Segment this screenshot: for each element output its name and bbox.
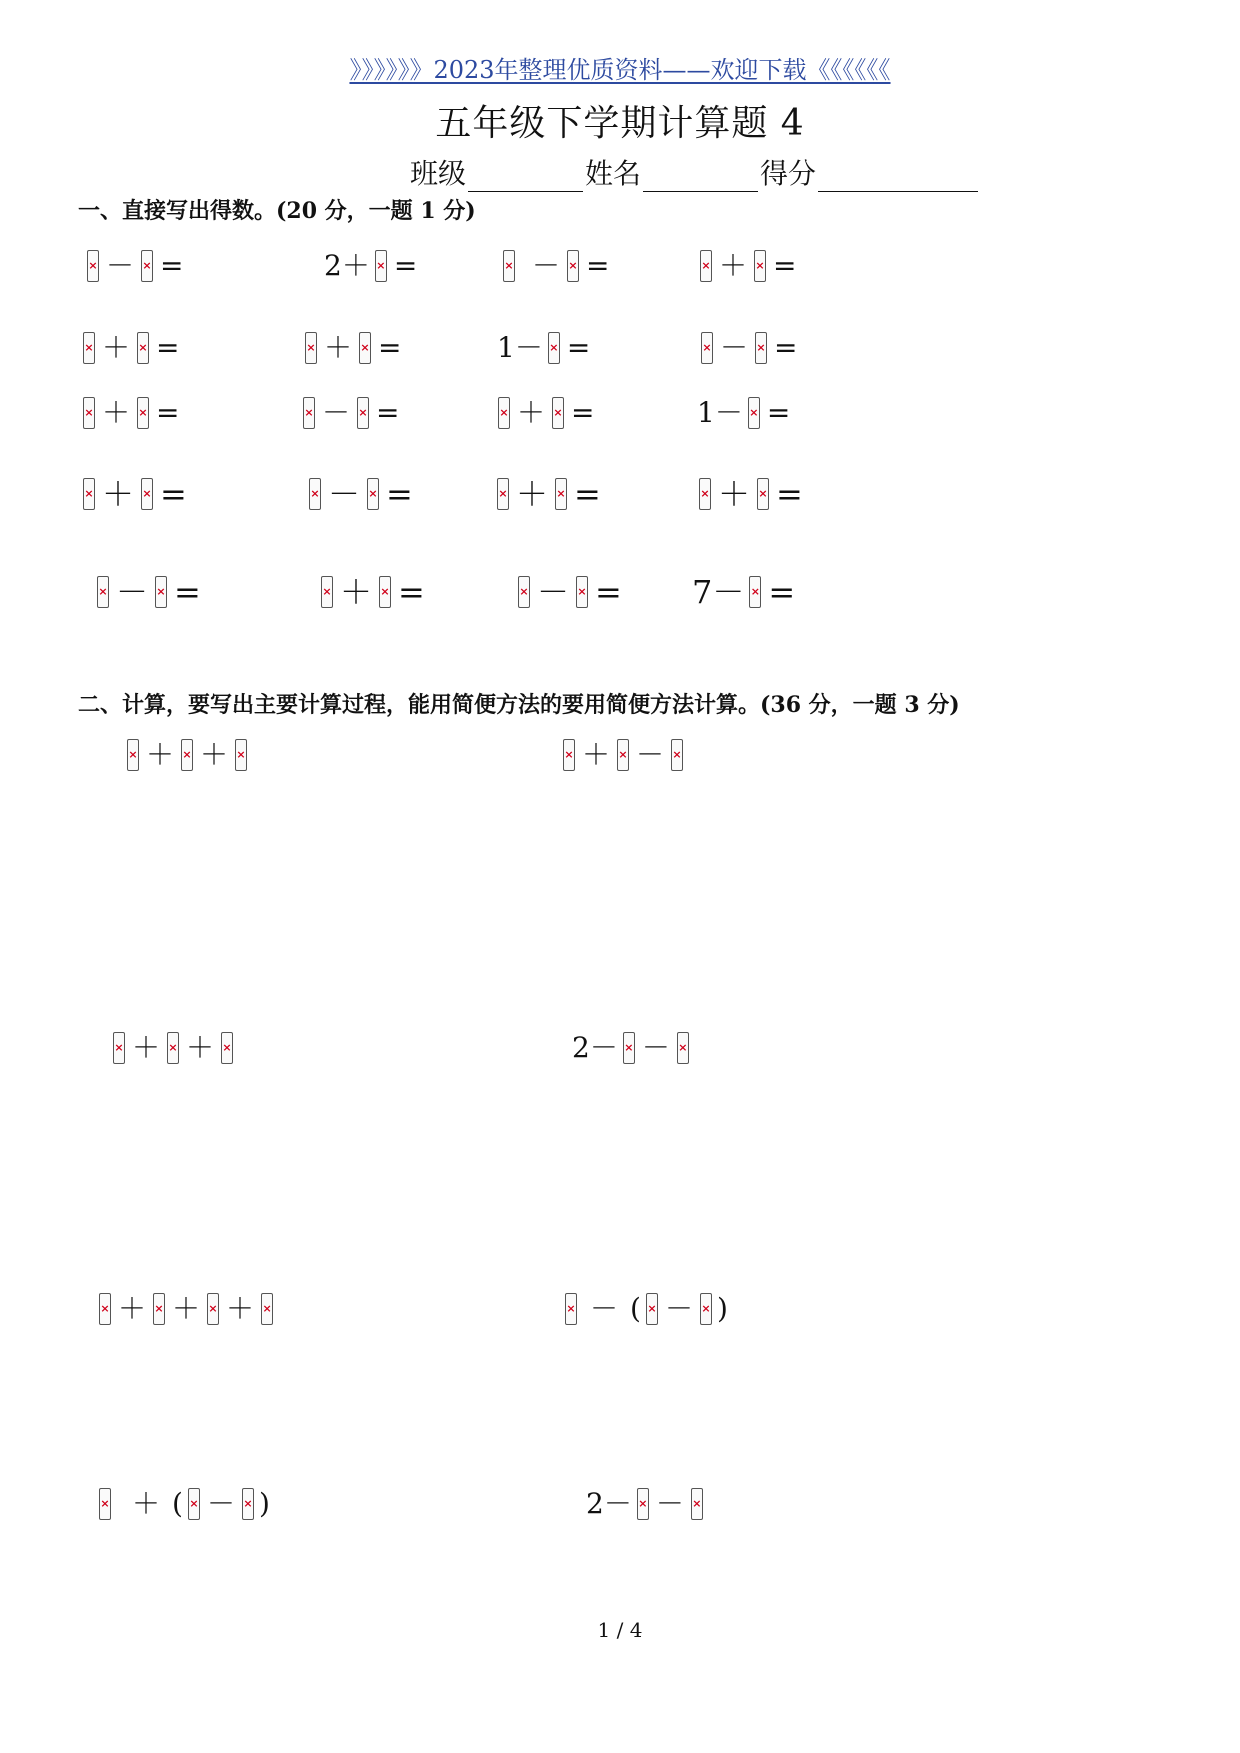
fraction-image-placeholder: [235, 739, 247, 771]
operator: ＋: [146, 738, 175, 771]
fraction-image-placeholder: [671, 739, 683, 771]
fraction-image-placeholder: [691, 1488, 703, 1520]
calc-problem-6: [562, 1293, 730, 1325]
fraction-image-placeholder: [375, 250, 387, 282]
operator: －: [532, 249, 561, 282]
oral-problem-1: [84, 250, 187, 282]
close-paren: ): [258, 1487, 270, 1520]
fraction-image-placeholder: [83, 397, 95, 429]
close-paren: ): [716, 1292, 728, 1325]
oral-problem-13: [80, 475, 191, 513]
oral-problem-2: [322, 250, 421, 282]
fraction-image-placeholder: [303, 397, 315, 429]
fraction-image-placeholder: [127, 739, 139, 771]
score-label: 得分: [760, 157, 817, 190]
fraction-image-placeholder: [153, 1293, 165, 1325]
open-paren: (: [630, 1292, 641, 1325]
operator: ＋: [186, 1031, 215, 1064]
oral-problem-14: [306, 475, 417, 513]
fraction-image-placeholder: [155, 576, 167, 608]
operator: ＋: [516, 475, 549, 513]
fraction-image-placeholder: [757, 478, 769, 510]
operator: ＋: [340, 573, 373, 611]
fraction-image-placeholder: [555, 478, 567, 510]
fraction-image-placeholder: [701, 332, 713, 364]
calc-problem-8: [584, 1488, 706, 1520]
equals-sign: =: [398, 573, 425, 611]
fraction-image-placeholder: [83, 332, 95, 364]
fraction-image-placeholder: [141, 250, 153, 282]
number-prefix: 2－: [572, 1031, 618, 1064]
oral-problem-18: [318, 573, 429, 611]
number-prefix: 2＋: [324, 249, 370, 282]
oral-problem-6: [302, 332, 405, 364]
fraction-image-placeholder: [167, 1032, 179, 1064]
class-blank[interactable]: [468, 163, 583, 192]
oral-problem-17: [94, 573, 205, 611]
operator: ＋: [324, 331, 353, 364]
operator: －: [641, 1031, 670, 1064]
download-banner[interactable]: 》》》》》》2023年整理优质资料——欢迎下载《《《《《《: [349, 56, 891, 84]
fraction-image-placeholder: [677, 1032, 689, 1064]
page-number: 1 / 4: [597, 1618, 643, 1642]
operator: ＋: [118, 1292, 147, 1325]
score-blank[interactable]: [818, 163, 978, 192]
operator: ＋: [582, 738, 611, 771]
fraction-image-placeholder: [699, 478, 711, 510]
fraction-image-placeholder: [188, 1488, 200, 1520]
operator: －: [106, 249, 135, 282]
number-prefix: 7－: [692, 573, 745, 611]
class-label: 班级: [410, 157, 467, 190]
section-2-heading: 二、计算，要写出主要计算过程，能用简便方法的要用简便方法计算。(36 分，一题 3 分): [78, 692, 960, 718]
calc-problem-3: [110, 1032, 236, 1064]
fraction-image-placeholder: [563, 739, 575, 771]
equals-sign: =: [160, 475, 187, 513]
calc-problem-4: [570, 1032, 692, 1064]
oral-problem-11: [495, 397, 598, 429]
fraction-image-placeholder: [754, 250, 766, 282]
oral-problem-3: [500, 250, 613, 282]
fraction-image-placeholder: [637, 1488, 649, 1520]
fraction-image-placeholder: [97, 576, 109, 608]
operator: －: [206, 1487, 235, 1520]
fraction-image-placeholder: [261, 1293, 273, 1325]
number-prefix: 2－: [586, 1487, 632, 1520]
oral-problem-8: [698, 332, 801, 364]
equals-sign: =: [574, 475, 601, 513]
fraction-image-placeholder: [242, 1488, 254, 1520]
fraction-image-placeholder: [99, 1488, 111, 1520]
fraction-image-placeholder: [367, 478, 379, 510]
oral-problem-12: [695, 397, 794, 429]
fraction-image-placeholder: [498, 397, 510, 429]
equals-sign: =: [768, 573, 796, 611]
calc-problem-1: [124, 739, 250, 771]
fraction-image-placeholder: [137, 397, 149, 429]
operator: ＋: [226, 1292, 255, 1325]
fraction-image-placeholder: [113, 1032, 125, 1064]
fraction-image-placeholder: [567, 250, 579, 282]
fraction-image-placeholder: [623, 1032, 635, 1064]
operator: －: [655, 1487, 684, 1520]
fraction-image-placeholder: [565, 1293, 577, 1325]
operator: －: [664, 1292, 693, 1325]
equals-sign: =: [386, 475, 413, 513]
fraction-image-placeholder: [552, 397, 564, 429]
fraction-image-placeholder: [646, 1293, 658, 1325]
operator: －: [720, 331, 749, 364]
fraction-image-placeholder: [518, 576, 530, 608]
open-paren: (: [172, 1487, 183, 1520]
fraction-image-placeholder: [503, 250, 515, 282]
number-prefix: 1－: [697, 396, 743, 429]
equals-sign: =: [586, 249, 610, 282]
fraction-image-placeholder: [755, 332, 767, 364]
calc-problem-5: [96, 1293, 276, 1325]
operator: －: [537, 573, 570, 611]
calc-problem-2: [560, 739, 686, 771]
oral-problem-4: [697, 250, 800, 282]
fraction-image-placeholder: [99, 1293, 111, 1325]
name-label: 姓名: [585, 157, 642, 190]
fraction-image-placeholder: [748, 397, 760, 429]
fraction-image-placeholder: [207, 1293, 219, 1325]
equals-sign: =: [776, 475, 803, 513]
fraction-image-placeholder: [357, 397, 369, 429]
oral-problem-16: [696, 475, 807, 513]
student-info-line: [410, 152, 980, 192]
oral-problem-15: [494, 475, 605, 513]
equals-sign: =: [766, 396, 791, 429]
equals-sign: =: [595, 573, 622, 611]
operator: ＋: [132, 1487, 161, 1520]
equals-sign: =: [378, 331, 402, 364]
calc-problem-7: [96, 1488, 272, 1520]
fraction-image-placeholder: [137, 332, 149, 364]
operator: －: [322, 396, 351, 429]
fraction-image-placeholder: [141, 478, 153, 510]
operator: ＋: [517, 396, 546, 429]
oral-problem-7: [495, 332, 594, 364]
equals-sign: =: [774, 331, 798, 364]
operator: ＋: [172, 1292, 201, 1325]
fraction-image-placeholder: [576, 576, 588, 608]
fraction-image-placeholder: [548, 332, 560, 364]
equals-sign: =: [393, 249, 418, 282]
equals-sign: =: [571, 396, 595, 429]
fraction-image-placeholder: [181, 739, 193, 771]
equals-sign: =: [160, 249, 184, 282]
operator: －: [590, 1292, 619, 1325]
fraction-image-placeholder: [87, 250, 99, 282]
equals-sign: =: [174, 573, 201, 611]
operator: ＋: [102, 475, 135, 513]
oral-problem-20: [690, 573, 799, 611]
page-title: 五年级下学期计算题 4: [435, 103, 805, 144]
equals-sign: =: [376, 396, 400, 429]
fraction-image-placeholder: [305, 332, 317, 364]
fraction-image-placeholder: [379, 576, 391, 608]
section-1-heading: 一、直接写出得数。(20 分，一题 1 分): [78, 198, 476, 224]
fraction-image-placeholder: [497, 478, 509, 510]
equals-sign: =: [156, 331, 180, 364]
oral-problem-5: [80, 332, 183, 364]
fraction-image-placeholder: [309, 478, 321, 510]
equals-sign: =: [773, 249, 797, 282]
fraction-image-placeholder: [749, 576, 761, 608]
fraction-image-placeholder: [83, 478, 95, 510]
fraction-image-placeholder: [700, 250, 712, 282]
fraction-image-placeholder: [321, 576, 333, 608]
fraction-image-placeholder: [221, 1032, 233, 1064]
name-blank[interactable]: [643, 163, 758, 192]
oral-problem-10: [300, 397, 403, 429]
operator: ＋: [200, 738, 229, 771]
equals-sign: =: [156, 396, 180, 429]
operator: ＋: [132, 1031, 161, 1064]
number-prefix: 1－: [497, 331, 543, 364]
fraction-image-placeholder: [700, 1293, 712, 1325]
oral-problem-19: [515, 573, 626, 611]
operator: －: [328, 475, 361, 513]
oral-problem-9: [80, 397, 183, 429]
operator: －: [636, 738, 665, 771]
fraction-image-placeholder: [617, 739, 629, 771]
operator: ＋: [102, 396, 131, 429]
fraction-image-placeholder: [359, 332, 371, 364]
operator: －: [116, 573, 149, 611]
operator: ＋: [719, 249, 748, 282]
operator: ＋: [102, 331, 131, 364]
operator: ＋: [718, 475, 751, 513]
equals-sign: =: [566, 331, 591, 364]
